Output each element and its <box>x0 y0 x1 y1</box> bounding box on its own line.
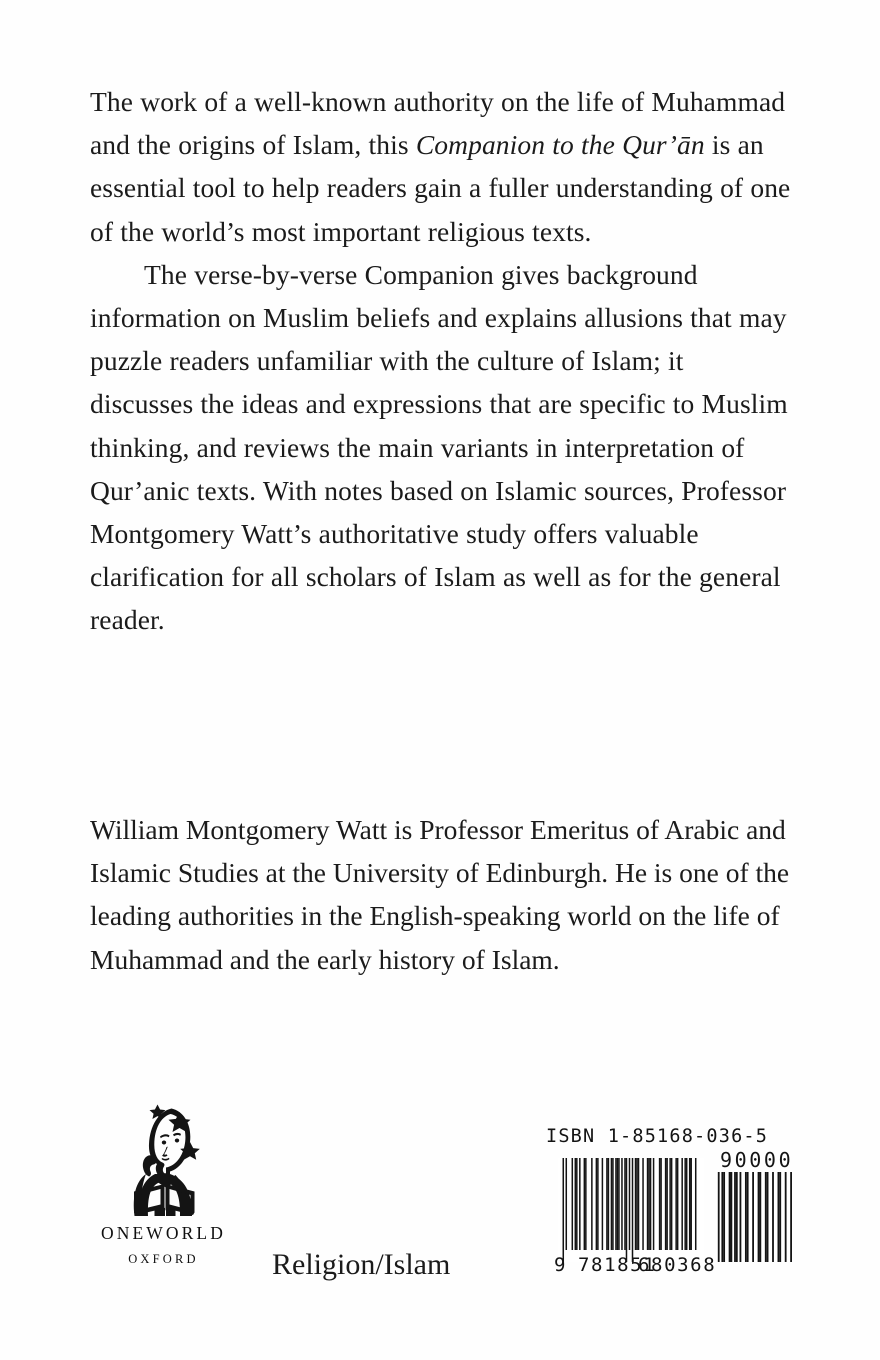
ean13-human-readable <box>554 1254 717 1278</box>
barcode-block <box>520 1126 810 1296</box>
publisher-city: OXFORD <box>128 1252 199 1266</box>
book-title-italic: Companion to the Qur’ān <box>415 129 705 161</box>
blurb-p1-post-title: is an essential tool to help readers gain a fuller understanding of one of the world’s most important religious texts. <box>90 129 791 247</box>
scholar-reading-book-with-stars-icon <box>110 1098 214 1216</box>
ean13-barcode <box>558 1158 704 1262</box>
blurb-paragraph-1 <box>90 80 792 253</box>
publisher-logo-block <box>88 1098 236 1267</box>
ean13-right-group: 680368 <box>638 1254 717 1276</box>
ean5-addon-barcode <box>716 1172 792 1262</box>
publisher-name: ONEWORLD <box>101 1223 226 1243</box>
blurb-block <box>90 80 792 642</box>
barcode-addon-digits: 90000 <box>720 1148 794 1172</box>
ean13-lead-digit: 9 <box>554 1254 566 1276</box>
ean13-left-group: 781851 <box>578 1254 657 1276</box>
category-label: Religion/Islam <box>272 1248 451 1281</box>
blurb-p1-pre-title: The work of a well-known authority on the life of Muhammad and the origins of Islam, this <box>90 86 786 161</box>
isbn-text: ISBN 1-85168-036-5 <box>546 1126 769 1147</box>
author-bio: William Montgomery Watt is Professor Emeritus of Arabic and Islamic Studies at the University of Edinburgh. He is one of the leading authorities in the English-speaking world on the life of Muhammad and the early history of Islam. <box>90 814 790 975</box>
blurb-paragraph-2: The verse-by-verse Companion gives background information on Muslim beliefs and explains allusions that may puzzle readers unfamiliar with the culture of Islam; it discusses the ideas and expressions that are specific to Muslim thinking, and reviews the main variants in interpretation of Qur’anic texts. With notes based on Islamic sources, Professor Montgomery Watt’s authoritative study offers valuable clarification for all scholars of Islam as well as for the general reader. <box>90 258 788 636</box>
